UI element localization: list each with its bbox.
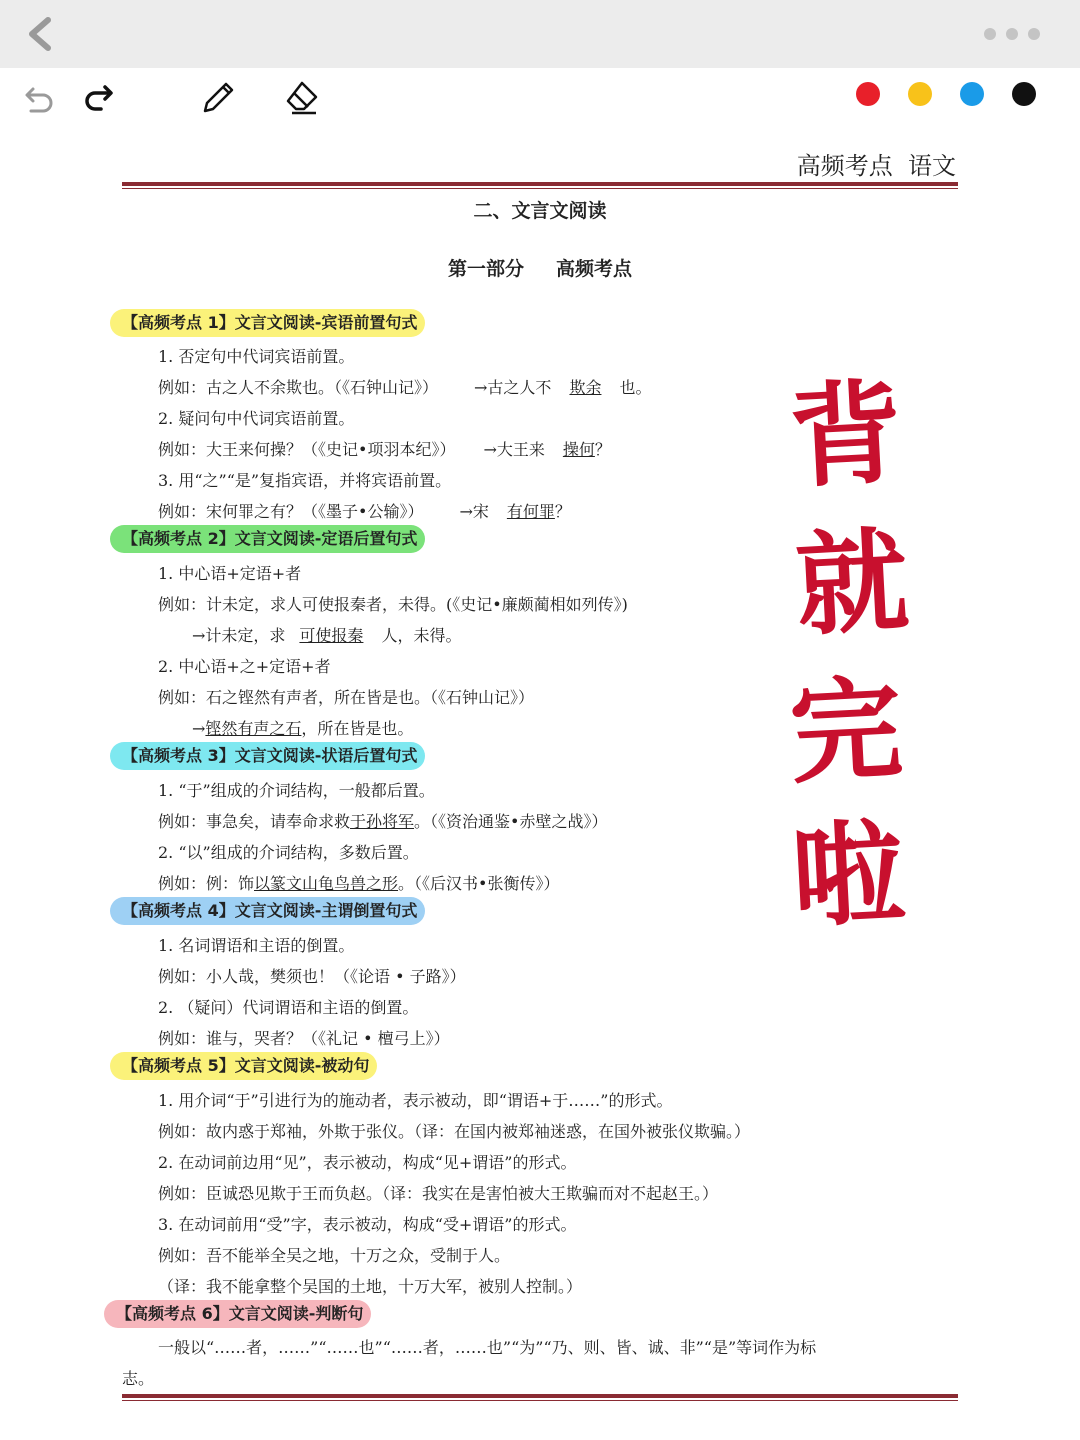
- color-red-swatch[interactable]: [856, 82, 880, 106]
- p3-answer-1: 于孙将军: [350, 812, 415, 831]
- p3-line-4: [158, 871, 559, 894]
- p1-result-3: →宋: [459, 502, 489, 521]
- p2-line-3: [192, 623, 461, 646]
- handwriting-char-3: 完: [786, 663, 906, 800]
- p4-line-2: 例如：小人哉，樊须也！（《论语 • 子路》）: [158, 967, 466, 986]
- p2-result-2: →: [192, 719, 206, 738]
- p4-line-4: 例如：谁与，哭者？（《礼记 • 檀弓上》）: [158, 1029, 450, 1048]
- p1-example-1: 例如：古之人不余欺也。（《石钟山记》）: [158, 378, 439, 397]
- p5-line-6: 例如：吾不能举全吴之地，十万之众，受制于人。: [158, 1246, 511, 1265]
- top-nav-bar: [0, 0, 1080, 68]
- p3-answer-2: 以篆文山龟鸟兽之形: [254, 874, 399, 893]
- color-blue-swatch[interactable]: [960, 82, 984, 106]
- p1-tail-3: ？: [554, 502, 571, 521]
- undo-button[interactable]: [18, 76, 62, 120]
- p1-line-1: 1. 否定句中代词宾语前置。: [158, 347, 355, 366]
- more-dots-icon: [984, 28, 996, 40]
- p3-example-2: 例如：例：饰: [158, 874, 255, 893]
- point-5-label: 【高频考点 5】文言文阅读-被动句: [110, 1052, 377, 1080]
- p1-result-2: →大王来: [483, 440, 545, 459]
- p2-line-4: 2. 中心语+之+定语+者: [158, 657, 331, 676]
- p1-line-5: 3. 用“之”“是”复指宾语，并将宾语前置。: [158, 471, 452, 490]
- point-1-label: 【高频考点 1】文言文阅读-宾语前置句式: [110, 309, 425, 337]
- eraser-icon: [282, 79, 322, 117]
- point-2-label: 【高频考点 2】文言文阅读-定语后置句式: [110, 525, 425, 553]
- p1-example-3: 例如：宋何罪之有？（《墨子•公输》）: [158, 502, 424, 521]
- color-yellow-swatch[interactable]: [908, 82, 932, 106]
- p3-tail-1: 。（《资治通鉴•赤壁之战》）: [414, 812, 608, 831]
- p2-line-5: 例如：石之铿然有声者，所在皆是也。（《石钟山记》）: [158, 688, 535, 707]
- handwriting-char-2: 就: [792, 515, 912, 652]
- p1-answer-3: 有何罪: [506, 502, 555, 521]
- p2-line-6: [192, 716, 413, 739]
- p1-line-6: [158, 499, 571, 522]
- p6-line-2: 志。: [122, 1369, 155, 1388]
- p1-line-3: 2. 疑问句中代词宾语前置。: [158, 409, 355, 428]
- part-title-a: 第一部分: [447, 258, 524, 280]
- color-black-swatch[interactable]: [1012, 82, 1036, 106]
- pencil-icon: [199, 79, 237, 117]
- p2-answer-1: 可使报秦: [299, 626, 364, 645]
- p1-answer-2: 操何: [562, 440, 595, 459]
- p3-line-1: 1. “于”组成的介词结构，一般都后置。: [158, 781, 435, 800]
- back-button[interactable]: [20, 12, 60, 56]
- p3-line-3: 2. “以”组成的介词结构，多数后置。: [158, 843, 419, 862]
- redo-button[interactable]: [76, 76, 120, 120]
- more-options-button[interactable]: [984, 28, 1040, 40]
- undo-icon: [23, 83, 57, 113]
- p2-tail-1: 人，未得。: [381, 626, 462, 645]
- handwriting-char-4: 啦: [788, 807, 908, 944]
- handwriting-char-1: 背: [786, 367, 906, 504]
- p2-result-1: →计未定，求: [192, 626, 286, 645]
- p6-line-1: 一般以“……者，……”“……也”“……者，……也”“为”“乃、则、皆、诚、非”“是”等词作为标: [158, 1338, 817, 1357]
- footer-divider: [122, 1394, 958, 1401]
- p1-example-2: 例如：大王来何操？（《史记•项羽本纪》）: [158, 440, 456, 459]
- more-dots-icon: [1006, 28, 1018, 40]
- eraser-tool-button[interactable]: [280, 76, 324, 120]
- part-title-b: 高频考点: [556, 258, 633, 280]
- p1-line-4: [158, 437, 611, 460]
- p2-answer-2: 铿然有声之石: [205, 719, 302, 738]
- p1-result-1: →古之人不: [474, 378, 552, 397]
- p5-line-5: 3. 在动词前用“受”字，表示被动，构成“受+谓语”的形式。: [158, 1215, 577, 1234]
- header-divider: [122, 182, 958, 189]
- p4-line-3: 2. （疑问）代词谓语和主语的倒置。: [158, 998, 419, 1017]
- p3-tail-2: 。（《后汉书•张衡传》）: [398, 874, 560, 893]
- section-title: 二、文言文阅读: [473, 200, 607, 222]
- p1-line-2: [158, 375, 651, 398]
- document-header: 高频考点 语文: [796, 152, 956, 180]
- chevron-left-icon: [26, 16, 54, 52]
- p1-answer-1: 欺余: [569, 378, 602, 397]
- p3-line-2: [158, 809, 607, 832]
- point-4-label: 【高频考点 4】文言文阅读-主谓倒置句式: [110, 897, 425, 925]
- p5-line-3: 2. 在动词前边用“见”，表示被动，构成“见+谓语”的形式。: [158, 1153, 577, 1172]
- p5-line-4: 例如：臣诚恐见欺于王而负赵。（译：我实在是害怕被大王欺骗而对不起赵王。）: [158, 1184, 719, 1203]
- point-3-label: 【高频考点 3】文言文阅读-状语后置句式: [110, 742, 425, 770]
- p2-line-1: 1. 中心语+定语+者: [158, 564, 302, 583]
- p5-line-7: （译：我不能拿整个吴国的土地，十万大军，被别人控制。）: [158, 1277, 583, 1296]
- p1-tail-2: ？: [594, 440, 611, 459]
- p5-line-2: 例如：故内惑于郑袖，外欺于张仪。（译：在国内被郑袖迷惑，在国外被张仪欺骗。）: [158, 1122, 751, 1141]
- p3-example-1: 例如：事急矣，请奉命求救: [158, 812, 351, 831]
- more-dots-icon: [1028, 28, 1040, 40]
- p4-line-1: 1. 名词谓语和主语的倒置。: [158, 936, 355, 955]
- part-title: [0, 254, 1080, 281]
- point-6-label: 【高频考点 6】文言文阅读-判断句: [104, 1300, 371, 1328]
- pen-tool-button[interactable]: [196, 76, 240, 120]
- p2-tail-2: ，所在皆是也。: [301, 719, 414, 738]
- p1-tail-1: 也。: [619, 378, 652, 397]
- p5-line-1: 1. 用介词“于”引进行为的施动者，表示被动，即“谓语+于……”的形式。: [158, 1091, 673, 1110]
- redo-icon: [81, 83, 115, 113]
- p2-line-2: 例如：计未定，求人可使报秦者，未得。(《史记•廉颇蔺相如列传》): [158, 595, 628, 614]
